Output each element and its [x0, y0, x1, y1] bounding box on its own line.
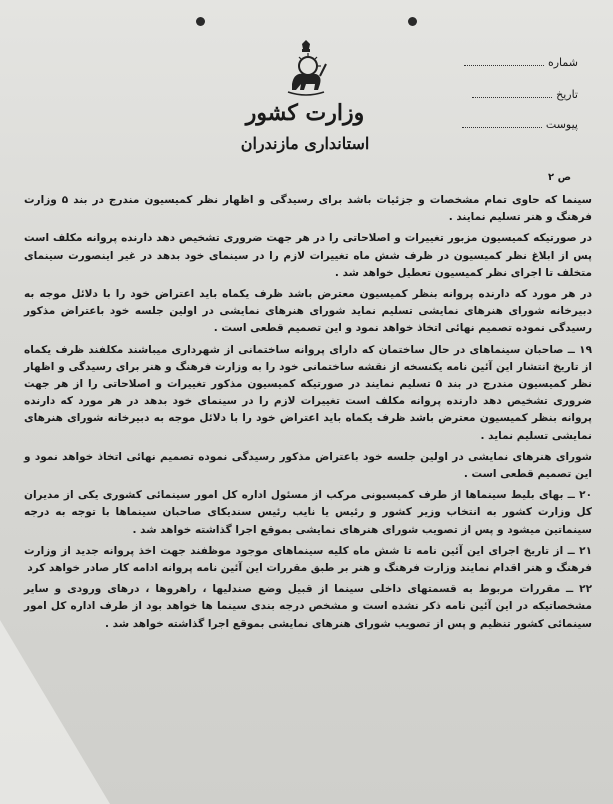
paragraph: شورای هنرهای نمایشی در اولین جلسه خود باعتراض مذکور رسیدگی نموده تصمیم نهائی اتخاذ خواهد نمود و این تصمیم قطعی است .: [24, 450, 592, 481]
paragraph: در صورتیکه کمیسیون مزبور تغییرات و اصلاحاتی را در هر جهت ضروری تشخیص دهد دارنده پروانه مکلف است پس از ابلاغ نظر کمیسیون در ظرف شش ماه تغییرات لازم را در سینمای خود بدهد در غیر اینصورت سینمای متخلف تا اجرای نظر کمیسیون تعطیل خواهد شد .: [24, 232, 592, 279]
ministry-title: وزارت کشور: [245, 100, 365, 126]
number-line: [464, 65, 544, 66]
paragraph: ۲۰ ــ بهای بلیط سینماها از طرف کمیسیونی مرکب از مسئول اداره کل امور سینمائی کشوری یکی از مدیران کل وزارت کشور به انتخاب وزیر کشور و رئیس یا نایب رئیس سندیکای صاحبان سینماها با توجه به درجه سینماتین میشود و پس از تصویب شورای هنرهای نمایشی بموقع اجرا گذاشته خواهد شد .: [24, 489, 592, 536]
attachment-line: [462, 127, 542, 128]
punch-hole: [408, 17, 417, 26]
paragraph: در هر مورد که دارنده پروانه بنظر کمیسیون معترض باشد ظرف یکماه باید اعتراض خود را با دلائل موجه به دبیرخانه شورای هنرهای نمایشی تسلیم نماید شورای هنرهای نمایشی در اولین جلسه خود باعتراض مذکور رسیدگی نموده تصمیم نهائی اتخاذ خواهد نمود و این تصمیم قطعی است .: [24, 288, 592, 335]
paragraph: ۲۲ ــ مقررات مربوط به قسمتهای داخلی سینما از قبیل وضع صندلیها ، راهروها ، درهای ورودی و سایر مشخصاتیکه در این آئین نامه ذکر نشده است و مشخص درجه بندی سینما ها خواهد بود از طرف اداره کل امور سینمائی کشور تنظیم و پس از تصویب شورای هنرهای نمایشی بموقع اجرا گذاشته خواهد شد .: [24, 583, 592, 630]
date-label: تاریخ: [556, 88, 578, 101]
governorate-subtitle: استانداری مازندران: [240, 134, 370, 153]
letter-body: [24, 192, 592, 637]
lion-and-sun-emblem-icon: [284, 40, 328, 98]
paragraph: ۲۱ ــ از تاریخ اجرای این آئین نامه تا شش ماه کلیه سینماهای موجود موظفند جهت اخذ پروانه جدید از وزارت فرهنگ و هنر اقدام نمایند وزارت فرهنگ و هنر بر طبق مقررات این آئین نامه پروانه ادامه کار صادر خواهد کرد: [24, 544, 592, 575]
date-line: [472, 97, 552, 98]
folded-corner: [0, 620, 110, 804]
paragraph: ۱۹ ــ صاحبان سینماهای در حال ساختمان که دارای پروانه ساختمانی از شهرداری میباشند مکلفند ظرف یکماه از تاریخ انتشار این آئین نامه یکنسخه از نقشه ساختمانی خود را به وزارت فرهنگ و هنر برای رسیدگی و اظهار نظر کمیسیون مندرج در بند ۵ تسلیم نمایند در صورتیکه کمیسیون مذکور تغییرات و اصلاحاتی را از هر جهت ضروری تشخیص دهد دارنده پروانه مکلف است تغییرات لازم را در سینمای خود بدهد در هر مورد که دارنده پروانه بنظر کمیسیون معترض باشد ظرف یکماه باید اعتراض خود را با دلائل موجه به دبیرخانه شورای هنرهای نمایشی تسلیم نماید .: [24, 343, 592, 442]
attachment-field: [448, 118, 578, 131]
number-label: شماره: [547, 56, 578, 69]
punch-hole: [196, 17, 205, 26]
page-marker: ص ۲: [548, 172, 572, 183]
attachment-label: پیوست: [545, 118, 578, 131]
paragraph: سینما که حاوی تمام مشخصات و جزئیات باشد برای رسیدگی و اظهار نظر کمیسیون مندرج در بند ۵ وزارت فرهنگ و هنر تسلیم نمایند .: [24, 194, 593, 224]
date-field: [448, 88, 578, 101]
number-field: [448, 56, 578, 69]
